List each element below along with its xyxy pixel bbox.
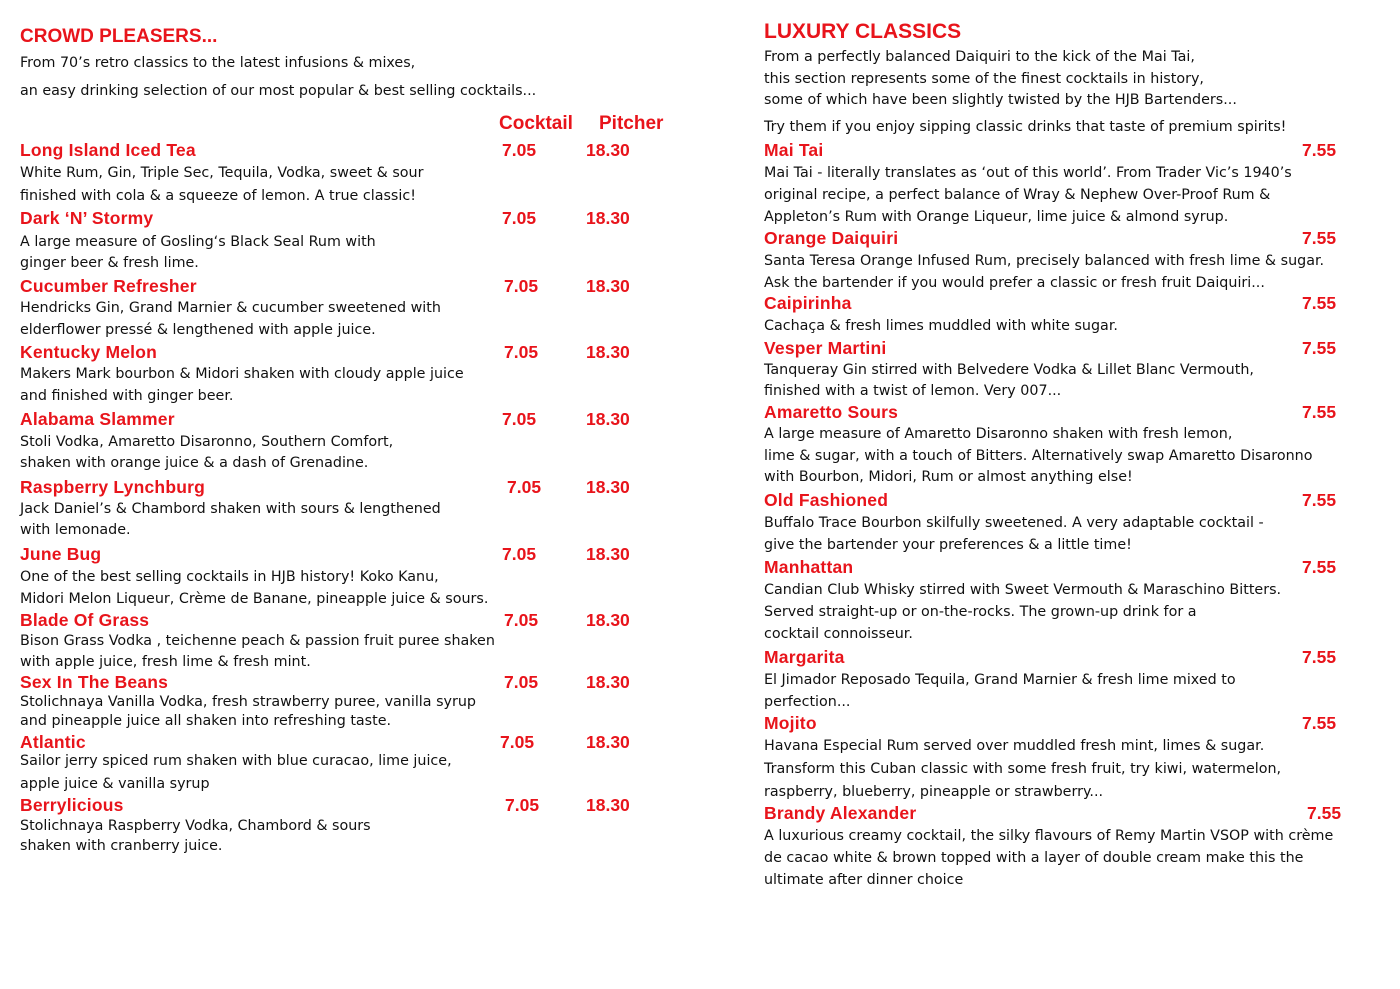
item-description: Santa Teresa Orange Infused Rum, precisely balanced with fresh lime & sugar. Ask the bartender if you would prefer a classic or fresh fruit Daiquiri... [764, 253, 1325, 291]
item-name: Cucumber Refresher [20, 276, 197, 296]
item-description: One of the best selling cocktails in HJB history! Koko Kanu, Midori Melon Liqueur, Crème de Banane, pineapple juice & sours. [20, 569, 489, 607]
section-intro-line: some of which have been slightly twisted by the HJB Bartenders... [764, 92, 1237, 108]
item-price: 7.55 [1302, 140, 1337, 160]
section-title: CROWD PLEASERS... [20, 26, 218, 47]
section-intro-line: an easy drinking selection of our most popular & best selling cocktails... [20, 83, 537, 99]
item-name: Mojito [764, 713, 817, 733]
item-description: Makers Mark bourbon & Midori shaken with cloudy apple juice and finished with ginger beer. [20, 366, 464, 404]
item-name: Margarita [764, 647, 845, 667]
item-name: Sex In The Beans [20, 672, 169, 692]
menu-item [20, 672, 680, 731]
item-name: Long Island Iced Tea [20, 140, 196, 160]
menu-item [764, 647, 1384, 713]
item-name: Kentucky Melon [20, 342, 157, 362]
item-name: Raspberry Lynchburg [20, 477, 205, 497]
item-description: A large measure of Gosling‘s Black Seal Rum with ginger beer & fresh lime. [20, 234, 376, 271]
section-intro-line: From 70’s retro classics to the latest infusions & mixes, [20, 55, 416, 71]
menu-item [20, 342, 680, 407]
menu-item [764, 228, 1384, 294]
item-name: Orange Daiquiri [764, 228, 899, 248]
item-description: Buffalo Trace Bourbon skilfully sweetened. A very adaptable cocktail - give the bartender your preferences & a little time! [764, 515, 1264, 553]
item-description: Sailor jerry spiced rum shaken with blue curacao, lime juice, apple juice & vanilla syrup [20, 753, 452, 792]
item-description: Stolichnaya Vanilla Vodka, fresh strawberry puree, vanilla syrup and pineapple juice all shaken into refreshing taste. [20, 694, 476, 729]
menu-item [20, 732, 680, 796]
menu-item [20, 795, 680, 856]
item-description: Cachaça & fresh limes muddled with white sugar. [764, 318, 1118, 334]
item-price: 7.55 [1302, 228, 1337, 248]
cocktail-price: 7.05 [504, 276, 539, 296]
item-name: Old Fashioned [764, 490, 889, 510]
pitcher-price: 18.30 [586, 342, 630, 362]
pitcher-price: 18.30 [586, 672, 630, 692]
item-name: Dark ‘N’ Stormy [20, 208, 154, 228]
menu-item [764, 293, 1384, 337]
section-intro-line: Try them if you enjoy sipping classic drinks that taste of premium spirits! [764, 119, 1287, 135]
pitcher-price: 18.30 [586, 544, 630, 564]
item-name: Brandy Alexander [764, 803, 917, 823]
item-description: El Jimador Reposado Tequila, Grand Marnier & fresh lime mixed to perfection... [764, 672, 1236, 710]
item-name: Manhattan [764, 557, 854, 577]
item-description: Candian Club Whisky stirred with Sweet Vermouth & Maraschino Bitters. Served straight-up or on-the-rocks. The grown-up drink for a cocktail connoisseur. [764, 582, 1282, 642]
cocktail-price: 7.05 [502, 544, 537, 564]
pitcher-price: 18.30 [586, 610, 630, 630]
item-price: 7.55 [1302, 490, 1337, 510]
cocktail-price: 7.05 [507, 477, 542, 497]
item-name: Berrylicious [20, 795, 124, 815]
menu-item [20, 544, 680, 610]
cocktail-price: 7.05 [500, 732, 535, 752]
cocktail-price: 7.05 [504, 610, 539, 630]
item-price: 7.55 [1302, 338, 1337, 358]
menu-item [20, 477, 680, 540]
menu-item [764, 557, 1384, 645]
item-name: Blade Of Grass [20, 610, 150, 630]
menu-item [20, 409, 680, 473]
cocktail-price: 7.05 [502, 208, 537, 228]
cocktail-price: 7.05 [504, 672, 539, 692]
menu-item [764, 490, 1384, 556]
menu-item [764, 338, 1384, 401]
cocktail-column-header: Cocktail [499, 113, 573, 134]
pitcher-price: 18.30 [586, 140, 630, 160]
item-description: Mai Tai - literally translates as ‘out of this world’. From Trader Vic’s 1940’s original recipe, a perfect balance of Wray & Nephew Over-Proof Rum & Appleton’s Rum with Orange Liqueur, lime juice & almond syrup. [764, 165, 1292, 225]
section-title: LUXURY CLASSICS [764, 20, 962, 43]
item-price: 7.55 [1302, 557, 1337, 577]
item-description: Tanqueray Gin stirred with Belvedere Vodka & Lillet Blanc Vermouth, finished with a twist of lemon. Very 007... [764, 362, 1254, 399]
section-intro-line: this section represents some of the finest cocktails in history, [764, 71, 1204, 87]
item-name: Amaretto Sours [764, 402, 899, 422]
item-description: A luxurious creamy cocktail, the silky flavours of Remy Martin VSOP with crème de cacao white & brown topped with a layer of double cream make this the ultimate after dinner choice [764, 828, 1334, 888]
pitcher-price: 18.30 [586, 732, 630, 752]
item-description: Stoli Vodka, Amaretto Disaronno, Southern Comfort, shaken with orange juice & a dash of Grenadine. [20, 434, 394, 471]
menu-item [764, 402, 1384, 489]
pitcher-price: 18.30 [586, 208, 630, 228]
menu-item [20, 610, 680, 672]
item-description: Havana Especial Rum served over muddled fresh mint, limes & sugar. Transform this Cuban classic with some fresh fruit, try kiwi, watermelon, raspberry, blueberry, pineapple or strawberry... [764, 738, 1282, 800]
item-price: 7.55 [1307, 803, 1342, 823]
menu-item [20, 208, 680, 273]
item-description: Hendricks Gin, Grand Marnier & cucumber sweetened with elderflower pressé & lengthened with apple juice. [20, 300, 441, 338]
item-description: Stolichnaya Raspberry Vodka, Chambord & sours shaken with cranberry juice. [20, 818, 371, 854]
item-price: 7.55 [1302, 647, 1337, 667]
pitcher-price: 18.30 [586, 795, 630, 815]
pitcher-price: 18.30 [586, 409, 630, 429]
cocktail-price: 7.05 [502, 140, 537, 160]
item-name: Caipirinha [764, 293, 852, 313]
item-price: 7.55 [1302, 293, 1337, 313]
pitcher-price: 18.30 [586, 276, 630, 296]
section-intro-line: From a perfectly balanced Daiquiri to the kick of the Mai Tai, [764, 49, 1195, 65]
cocktail-price: 7.05 [502, 409, 537, 429]
menu-item [764, 140, 1384, 228]
pitcher-price: 18.30 [586, 477, 630, 497]
item-description: Bison Grass Vodka , teichenne peach & passion fruit puree shaken with apple juice, fresh lime & fresh mint. [20, 633, 495, 670]
item-name: Mai Tai [764, 140, 824, 160]
item-price: 7.55 [1302, 402, 1337, 422]
cocktail-price: 7.05 [504, 342, 539, 362]
item-name: June Bug [20, 544, 102, 564]
menu-item [764, 713, 1384, 804]
item-description: Jack Daniel’s & Chambord shaken with sours & lengthened with lemonade. [20, 501, 441, 538]
item-price: 7.55 [1302, 713, 1337, 733]
pitcher-column-header: Pitcher [599, 113, 664, 134]
item-name: Alabama Slammer [20, 409, 175, 429]
cocktail-price: 7.05 [505, 795, 540, 815]
item-description: White Rum, Gin, Triple Sec, Tequila, Vodka, sweet & sour finished with cola & a squeeze of lemon. A true classic! [20, 165, 424, 204]
menu-item [764, 803, 1384, 891]
item-description: A large measure of Amaretto Disaronno shaken with fresh lemon, lime & sugar, with a touch of Bitters. Alternatively swap Amaretto Disaronno with Bourbon, Midori, Rum or almost anything else! [764, 426, 1313, 485]
menu-item [20, 276, 680, 341]
menu-item [20, 140, 680, 208]
item-name: Atlantic [20, 732, 86, 752]
item-name: Vesper Martini [764, 338, 887, 358]
